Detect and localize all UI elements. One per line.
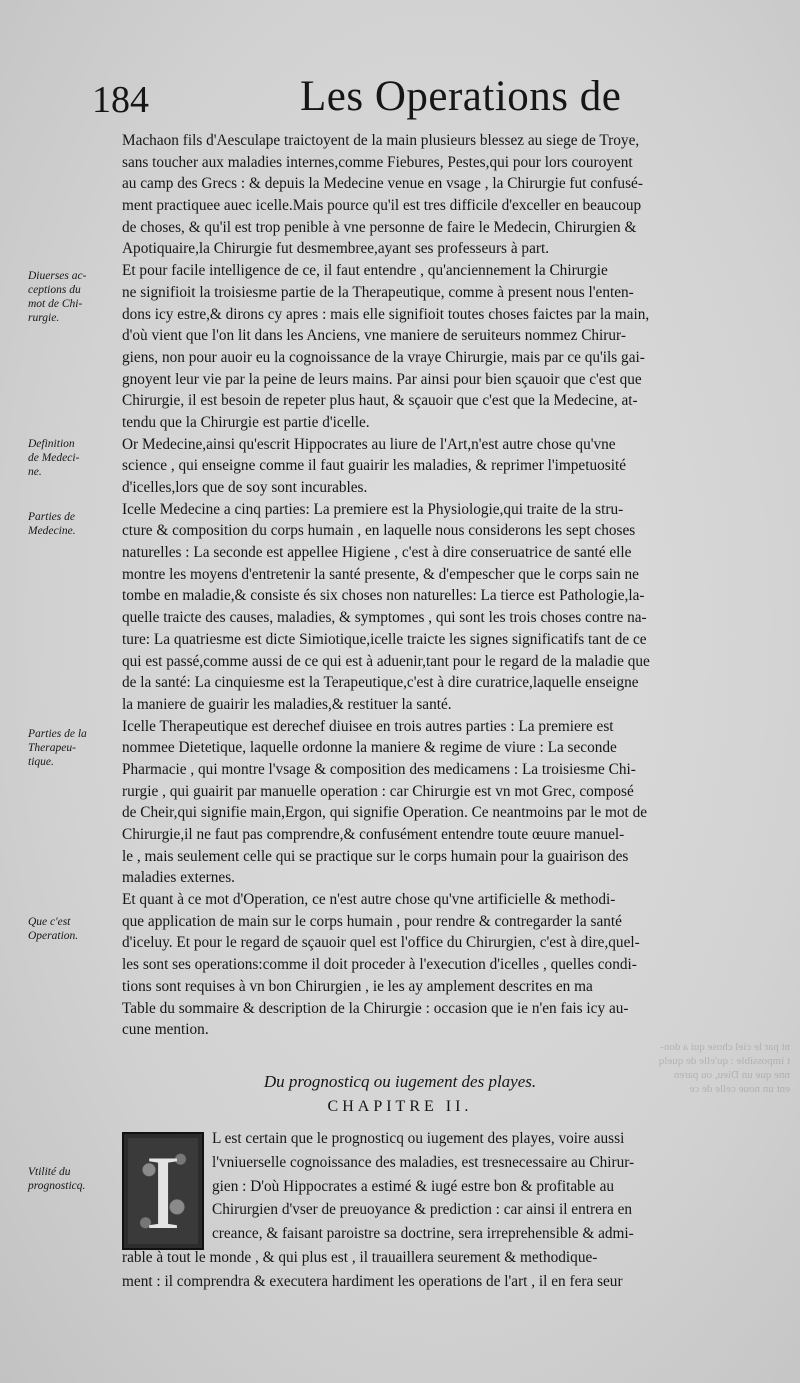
margin-note-line: ne. <box>28 466 42 478</box>
chapter-text <box>122 1127 764 1294</box>
text-line: Chirurgie, il est besoin de repeter plus haut, & sçauoir que c'est que la Medecine, at- <box>122 392 638 410</box>
text-line: tombe en maladie,& consiste és six choses non naturelles: La tierce est Pathologie,la- <box>122 587 645 605</box>
text-line: dons icy estre,& dirons cy apres : mais elle signifioit toutes choses faictes par la main, <box>122 305 650 323</box>
text-line: de choses, & qu'il est trop penible à vne personne de faire le Medecin, Chirurgien & <box>122 218 637 236</box>
text-line: d'où vient que l'on lit dans les Anciens, vne maniere de seruiteurs nommez Chirur- <box>122 327 626 345</box>
show-through-text: nt par le ciel chose qui a don- t impossible : qu'elle de quelq nne que un Dieu, ou paren ent un noue celle de ce <box>658 1041 790 1095</box>
text-line: science , qui enseigne comme il faut guairir les maladies, & reprimer l'impetuosité <box>122 457 626 475</box>
margin-note-line: Medecine. <box>28 525 76 537</box>
text-line: cture & composition du corps humain , en laquelle nous considerons les sept choses <box>122 522 636 540</box>
text-line: nommee Dietetique, laquelle ordonne la maniere & regime de viure : La seconde <box>122 739 617 757</box>
text-line: ne signifioit la troisiesme partie de la Therapeutique, comme à present nous l'enten- <box>122 283 634 301</box>
text-line: Chirurgie,il ne faut pas comprendre,& confusément entendre toute œuure manuel- <box>122 826 625 843</box>
margin-note-line: Operation. <box>28 930 79 942</box>
text-line: de Cheir,qui signifie main,Ergon, qui signifie Operation. Ce neantmoins par le mot de <box>122 804 648 822</box>
margin-note-line: mot de Chi- <box>28 298 83 310</box>
text-line: tendu que la Chirurgie est partie d'icelle. <box>122 413 370 431</box>
text-line: Icelle Medecine a cinq parties: La premiere est la Physiologie,qui traite de la stru- <box>122 500 624 518</box>
margin-note-line: rurgie. <box>28 312 60 324</box>
margin-note-line: prognosticq. <box>28 1180 86 1192</box>
margin-note-line: Therapeu- <box>28 742 76 754</box>
text-line: giens, non pour auoir eu la cognoissance de la vraye Chirurgie, mais par ce qu'ils gai- <box>122 348 645 366</box>
text-line: au camp des Grecs : & depuis la Medecine venue en vsage , la Chirurgie fut confusé- <box>122 175 643 193</box>
margin-note-line: de Medeci- <box>28 452 80 464</box>
text-line: Machaon fils d'Aesculape traictoyent de la main plusieurs blessez au siege de Troye, <box>122 132 640 149</box>
chapter-title: Du prognosticq ou iugement des playes. <box>263 1072 537 1091</box>
margin-note-line: Definition <box>28 438 75 450</box>
text-line: ment practiquee auec icelle.Mais pource qu'il est tres difficile d'exceller en beaucoup <box>122 197 642 215</box>
text-line: maladies externes. <box>122 869 235 887</box>
text-line: ture: La quatriesme est dicte Simiotique,icelle traicte les signes significatifs tant de ce <box>122 630 647 648</box>
text-line: L est certain que le prognosticq ou iugement des playes, voire aussi <box>212 1130 625 1147</box>
ornamental-initial <box>122 1132 204 1250</box>
text-line: Pharmacie , qui montre l'vsage & composition des medicamens : La troisiesme Chi- <box>122 760 636 778</box>
text-line: Icelle Therapeutique est derechef diuisee en trois autres parties : La premiere est <box>122 717 614 735</box>
text-line: Or Medecine,ainsi qu'escrit Hippocrates au liure de l'Art,n'est autre chose qu'vne <box>122 435 616 453</box>
text-line: Apotiquaire,la Chirurgie fut desmembree,ayant ses professeurs à part. <box>122 240 550 258</box>
margin-note-line: ceptions du <box>28 284 81 296</box>
main-text <box>122 130 762 1041</box>
margin-note-parties-medecine <box>28 510 118 538</box>
text-line: Table du sommaire & description de la Chirurgie : occasion que ie n'en fais icy au- <box>122 999 629 1017</box>
text-line: que application de main sur le corps humain , pour rendre & contregarder la santé <box>122 912 622 930</box>
text-line: l'vniuerselle cognoissance des maladies, est tresnecessaire au Chirur- <box>212 1153 635 1171</box>
text-line: Et pour facile intelligence de ce, il faut entendre , qu'anciennement la Chirurgie <box>122 262 608 280</box>
text-line: sans toucher aux maladies internes,comme Fiebures, Pestes,qui pour lors couroyent <box>122 153 633 171</box>
text-line: quelle traicte des causes, maladies, & symptomes , qui sont les trois choses contre na- <box>122 609 647 627</box>
margin-note-line: Vtilité du <box>28 1166 71 1178</box>
margin-note-operation <box>28 915 118 943</box>
text-line: gnoyent leur vie par la peine de leurs mains. Par ainsi pour bien sçauoir que c'est que <box>122 370 642 388</box>
text-line: d'iceluy. Et pour le regard de sçauoir quel est l'office du Chirurgien, c'est à dire,quel- <box>122 934 640 952</box>
text-line: cune mention. <box>122 1021 209 1039</box>
running-head: Les Operations de <box>300 73 622 120</box>
text-line: rurgie , qui guairit par manuelle operation : car Chirurgie est vn mot Grec, composé <box>122 782 634 800</box>
text-line: le , mais seulement celle qui se practique sur le corps humain pour la guairison des <box>122 847 629 865</box>
text-line: gien : D'où Hippocrates a estimé & iugé estre bon & profitable au <box>212 1177 615 1195</box>
chapter-label: CHAPITRE II. <box>327 1098 473 1115</box>
text-line: la maniere de guairir les maladies,& restituer la santé. <box>122 695 452 713</box>
margin-note-diverses <box>28 269 118 325</box>
margin-note-definition <box>28 437 118 479</box>
margin-note-parties-therapeutique <box>28 727 118 769</box>
text-line: d'icelles,lors que de soy sont incurables. <box>122 479 368 496</box>
text-line: qui est passé,comme aussi de ce qui est à aduenir,tant pour le regard de la maladie que <box>122 652 650 670</box>
text-line: les sont ses operations:comme il doit proceder à l'execution d'icelles , quelles condi- <box>122 956 637 974</box>
text-line: ment : il comprendra & executera hardiment les operations de l'art , il en fera seur <box>122 1272 623 1290</box>
margin-note-line: Que c'est <box>28 916 71 928</box>
margin-note-line: Diuerses ac- <box>28 270 87 282</box>
margin-note-line: Parties de <box>28 511 75 523</box>
text-line: montre les moyens d'entretenir la santé presente, & d'empescher que le corps sain ne <box>122 565 639 583</box>
page-number: 184 <box>92 79 149 121</box>
text-line: de la santé: La cinquiesme est la Terapeutique,c'est à dire curatrice,laquelle enseigne <box>122 674 639 692</box>
text-line: naturelles : La seconde est appellee Higiene , c'est à dire conseruatrice de santé elle <box>122 544 632 562</box>
text-line: Chirurgien d'vser de preuoyance & prediction : car ainsi il entrera en <box>212 1201 633 1219</box>
margin-note-line: Parties de la <box>28 728 87 740</box>
text-line: creance, & faisant paroistre sa doctrine, sera irreprehensible & admi- <box>212 1225 634 1243</box>
margin-note-utilite <box>28 1165 118 1193</box>
text-line: Et quant à ce mot d'Operation, ce n'est autre chose qu'vne artificielle & methodi- <box>122 891 616 909</box>
margin-note-line: tique. <box>28 756 54 768</box>
text-line: tions sont requises à vn bon Chirurgien , ie les ay amplement descrites en ma <box>122 977 593 995</box>
initial-letter: I <box>145 1134 181 1251</box>
text-line: rable à tout le monde , & qui plus est , il trauaillera seurement & methodique- <box>122 1248 598 1266</box>
